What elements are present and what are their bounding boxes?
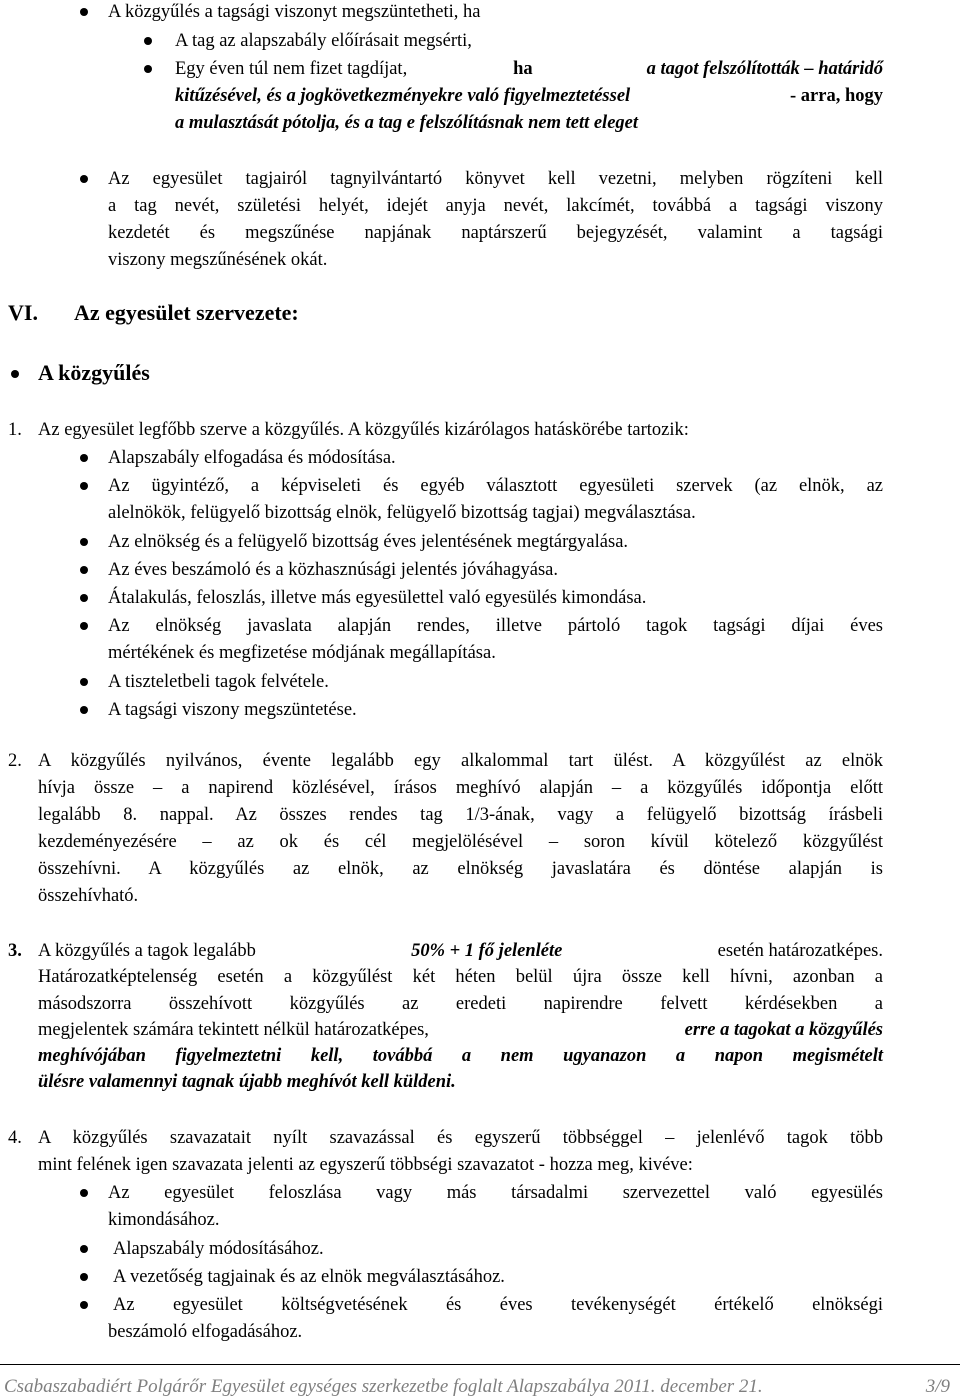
bullet-icon [144, 37, 152, 45]
reason-2-bold-italic: kitűzésével, és a jogkövetkezményekre való figyelmeztetéssel [175, 86, 631, 106]
paragraph-3-text: A közgyűlés a tagok legalább [38, 941, 261, 961]
list-item: Alapszabály elfogadása és módosítása. [108, 448, 396, 468]
list-item: Az elnökség és a felügyelő bizottság éves jelentésének megtárgyalása. [108, 532, 629, 552]
bullet-icon [80, 8, 88, 16]
reason-2-bold: ha [513, 59, 533, 79]
termination-reason-2-line-3: a mulasztását pótolja, és a tag e felszólításnak nem tett eleget [175, 113, 639, 133]
termination-intro: A közgyűlés a tagsági viszonyt megszüntetheti, ha [108, 2, 481, 22]
paragraph-3-text: esetén határozatképes. [712, 941, 883, 961]
paragraph-2-line: A közgyűlés nyilvános, évente legalább egy alkalommal tart ülést. A közgyűlést az elnök [38, 751, 883, 771]
bullet-icon [80, 454, 88, 462]
paragraph-1-number: 1. [8, 420, 22, 440]
list-item: Az éves beszámoló és a közhasznúsági jelentés jóváhagyása. [108, 560, 558, 580]
list-item: Az elnökség javaslata alapján rendes, illetve pártoló tagok tagsági díjai éves [108, 616, 883, 636]
paragraph-2-line: hívja össze – a napirend közlésével, írásos meghívó alapján – a közgyűlés időpontja előtt [38, 778, 883, 798]
paragraph-3-line-4 [38, 1019, 883, 1041]
list-item-continuation: beszámoló elfogadásához. [108, 1322, 303, 1342]
paragraph-2-number: 2. [8, 751, 22, 771]
paragraph-2-line: kezdeményezésére – az ok és cél megjelölésével – soron kívül kötelező közgyűlést [38, 832, 883, 852]
bullet-icon [80, 175, 88, 183]
bullet-icon [80, 706, 88, 714]
paragraph-2-line: összehívható. [38, 886, 139, 906]
bullet-icon [80, 1301, 88, 1309]
bullet-icon [80, 1273, 88, 1281]
bullet-icon [80, 1189, 88, 1197]
paragraph-3-text: megjelentek számára tekintett nélkül határozatképes, [38, 1020, 434, 1040]
paragraph-4-number: 4. [8, 1128, 22, 1148]
paragraph-2-line: legalább 8. nappal. Az összes rendes tag 1/3-ának, vagy a felügyelő bizottság írásbeli [38, 805, 883, 825]
paragraph-3-emphasis-line: meghívójában figyelmeztetni kell, továbbá a nem ugyanazon a napon megismételt [38, 1046, 883, 1066]
bullet-icon [80, 482, 88, 490]
list-item: Az egyesület feloszlása vagy más társadalmi szervezettel való egyesülés [108, 1183, 883, 1203]
paragraph-3-number: 3. [8, 941, 22, 961]
list-item: A tagsági viszony megszüntetése. [108, 700, 357, 720]
paragraph-3-line-1 [38, 940, 883, 962]
bullet-icon [144, 65, 152, 73]
bullet-icon [80, 622, 88, 630]
termination-reason-2-line-1 [175, 58, 883, 80]
paragraph-3-emphasis: erre a tagokat a közgyűlés [684, 1020, 883, 1040]
section-number: VI. [8, 300, 38, 325]
paragraph-3-emphasis-line: ülésre valamennyi tagnak újabb meghívót kell küldeni. [38, 1072, 456, 1092]
bullet-icon [80, 566, 88, 574]
bullet-icon [11, 370, 19, 378]
bullet-icon [80, 538, 88, 546]
list-item: Az ügyintéző, a képviseleti és egyéb választott egyesületi szervek (az elnök, az [108, 476, 883, 496]
list-item: A tiszteletbeli tagok felvétele. [108, 672, 329, 692]
footer-text: Csabaszabadiért Polgárőr Egyesület egységes szerkezetbe foglalt Alapszabálya 2011. december 21. [4, 1376, 763, 1397]
page-footer [0, 1376, 960, 1398]
list-item-continuation: kimondásához. [108, 1210, 220, 1230]
registry-line-1: Az egyesület tagjairól tagnyilvántartó könyvet kell vezetni, melyben rögzíteni kell [108, 169, 883, 189]
registry-line-2: a tag nevét, születési helyét, idejét anyja nevét, lakcímét, továbbá a tagsági viszony [108, 196, 883, 216]
reason-2-bold: - arra, hogy [790, 86, 883, 106]
list-item-continuation: mértékének és megfizetése módjának megállapítása. [108, 643, 496, 663]
termination-reason-1: A tag az alapszabály előírásait megsérti, [175, 31, 472, 51]
paragraph-3-line: másodszorra összehívott közgyűlés az eredeti napirendre felvett kérdésekben a [38, 994, 883, 1014]
paragraph-2-line: összehívni. A közgyűlés az elnök, az elnökség javaslatára és döntése alapján is [38, 859, 883, 879]
list-item: Az egyesület költségvetésének és éves tevékenységét értékelő elnökségi [113, 1295, 883, 1315]
registry-line-3: kezdetét és megszűnése napjának naptárszerű bejegyzését, valamint a tagsági [108, 223, 883, 243]
paragraph-3-quorum: 50% + 1 fő jelenléte [411, 941, 563, 961]
paragraph-4-line: A közgyűlés szavazatait nyílt szavazással és egyszerű többséggel – jelenlévő tagok több [38, 1128, 883, 1148]
list-item: Átalakulás, feloszlás, illetve más egyesülettel való egyesülés kimondása. [108, 588, 647, 608]
list-item: A vezetőség tagjainak és az elnök megválasztásához. [113, 1267, 505, 1287]
list-item: Alapszabály módosításához. [113, 1239, 324, 1259]
reason-2-text: Egy éven túl nem fizet tagdíjat, [175, 59, 408, 79]
section-title: Az egyesület szervezete: [74, 300, 299, 325]
page-number: 3/9 [925, 1376, 950, 1397]
footer-rule [0, 1364, 960, 1365]
subsection-title: A közgyűlés [38, 360, 150, 385]
bullet-icon [80, 594, 88, 602]
paragraph-4-line: mint felének igen szavazata jelenti az egyszerű többségi szavazatot - hozza meg, kivéve: [38, 1155, 693, 1175]
bullet-icon [80, 678, 88, 686]
paragraph-3-line: Határozatképtelenség esetén a közgyűlést két héten belül újra össze kell hívni, azonban a [38, 967, 883, 987]
registry-line-4: viszony megszűnésének okát. [108, 250, 328, 270]
reason-2-bold-italic: a tagot felszólították – határidő [646, 59, 883, 79]
termination-reason-2-line-2 [175, 85, 883, 107]
paragraph-1-text: Az egyesület legfőbb szerve a közgyűlés. A közgyűlés kizárólagos hatáskörébe tartozik: [38, 420, 689, 440]
list-item-continuation: alelnökök, felügyelő bizottság elnök, felügyelő bizottság tagjai) megválasztása. [108, 503, 696, 523]
bullet-icon [80, 1245, 88, 1253]
